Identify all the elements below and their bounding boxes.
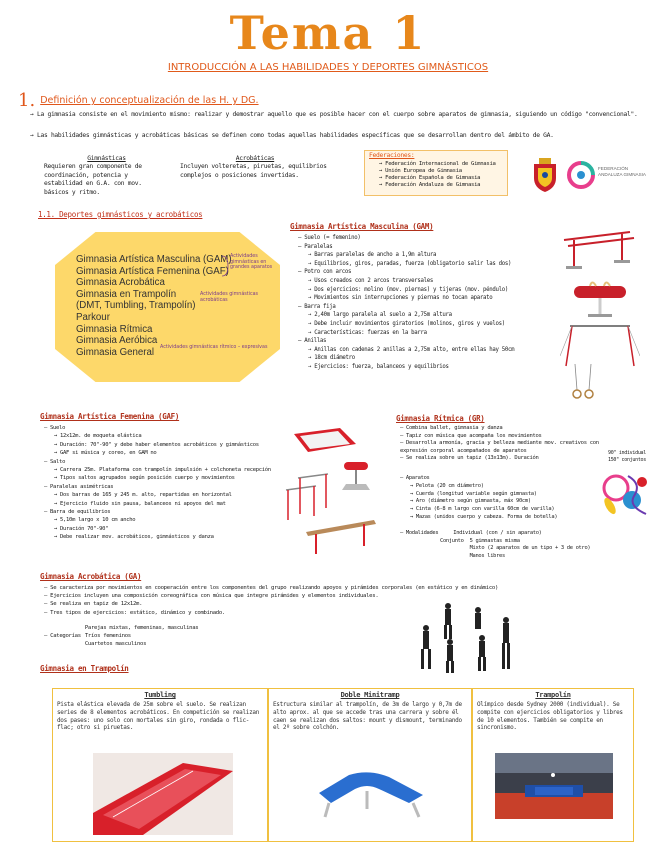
gr-conjunto-option: Mixto (2 aparatos de un tipo + 3 de otro) [469,545,591,552]
tumbling-title: Tumbling [144,691,176,699]
gaf-line: → Ejercicio fluido sin pausa, balanceos ni apoyos del mat [54,500,226,507]
rings-image [565,364,605,400]
section-1-1-heading: 1.1. Deportes gimnásticos y acrobáticos [38,210,203,219]
federaciones-title: Federaciones: [369,152,415,159]
gaf-line: → Tipos saltos agrupados según posición cuerpo y movimientos [54,475,235,482]
gr-line: – Tapiz con música que acompaña los movimientos [400,432,542,439]
gr-aparatos-title: – Aparatos [400,475,430,481]
gr-line: – Combina ballet, gimnasia y danza [400,425,503,431]
gam-line: – Potro con arcos [298,269,352,276]
gaf-line: → Duración 70"-90" [54,525,109,532]
gam-line: – Anillas [298,338,327,345]
gr-individual: Individual (con / sin aparato) [453,530,542,536]
federacion-item: → Federación Española de Gimnasia [379,175,481,182]
ga-line: – Se caracteriza por movimientos en cooperación entre los componentes del grupo realizando apoyos y pirámides corporales (en estático y en dinámico) [44,585,499,591]
disciplines-list [76,254,232,358]
gaf-line: – Barra de equilibrios [44,509,111,516]
gr-aparato: → Pelota (20 cm diámetro) [410,482,484,489]
gam-line: → Características: fuerzas en la barra [308,329,427,336]
gaf-line: – Paralelas asimétricas [44,483,114,490]
double-minitramp-image [309,753,433,823]
gr-duracion-individual: 90" individual [608,450,646,456]
page-title: Tema 1 [229,6,427,60]
gam-line: → Usos creados con 2 arcos transversales [308,277,433,284]
ga-categorias-label: – Categorías [44,632,81,639]
rhythmic-apparatus-image [598,470,652,520]
gimnasticas-text: Requieren gran componente de coordinación, potencia y estabilidad en G.A. con mov. básicos y ritmo. [44,163,142,196]
gam-list [298,234,554,372]
gimnasticas-title: Gimnásticas [87,155,126,162]
doble-minitramp-text: Estructura similar al trampolín, de 3m de largo y 0,7m de alto aprox. al que se accede tras una carrera y sobre él caen se realizan dos saltos: mount y dismount, terminando el 2º sobre colchón. [273,701,462,732]
doble-minitramp-column [268,688,472,842]
discipline-item: Gimnasia Artística Masculina (GAM) [76,254,232,265]
acrobaticas-title: Acrobáticas [235,155,275,162]
floor-mat-image [294,428,356,452]
gam-line: → Movimientos sin interrupciones y piernas no tocan aparato [308,295,493,302]
gaf-heading: Gimnasia Artística Femenina (GAF) [40,412,180,421]
gr-conjunto-option: Manos libres [469,552,505,559]
section-number: 1. [18,90,36,111]
federation-shield-logo [532,158,558,192]
gaf-line: → 5,10m largo x 10 cm ancho [54,517,136,524]
tumbling-track-image [93,753,233,835]
ga-heading: Gimnasia Acrobática (GA) [40,572,142,581]
discipline-item: Gimnasia Aeróbica [76,335,158,347]
ga-categorias [44,625,284,648]
page-subtitle: INTRODUCCIÓN A LAS HABILIDADES Y DEPORTES GIMNÁSTICOS [167,62,489,73]
horizontal-bar-image [560,326,640,366]
gaf-line: → Debe realizar mov. acrobáticos, gimnásticos y danza [54,534,214,541]
ga-line: – Ejercicios incluyen una composición coreográfica con música que integre pirámides y elementos individuales. [44,593,379,600]
ga-categoria: Parejas mixtas, femeninas, masculinas [84,625,199,631]
ga-list [44,584,644,617]
gam-line: → Ejercicios: fuerza, balanceos y equilibrios [308,363,449,370]
gaf-line: → GAF si música y coreo, en GAM no [54,450,157,457]
discipline-item: Gimnasia Artística Femenina (GAF) [76,265,229,277]
gam-line: → 18cm diámetro [308,355,355,362]
gam-line: → Anillas con cadenas 2 anillas a 2,75m alto, entre ellas hay 50cm [308,346,515,353]
gam-line: – Barra fija [298,303,336,310]
trampolin-heading: Gimnasia en Trampolín [40,664,129,673]
gr-aparato: → Cinta (6-8 m largo con varilla 60cm de varilla) [410,506,555,513]
gaf-line: → 12x12m. de moqueta elástica [54,433,142,440]
note-grandes-aparatos: Actividades gimnásticas en grandes aparatos [230,254,273,271]
section-1-heading [18,90,259,111]
gr-line: – Desarrolla armonía, gracia y belleza mediante mov. creativos con expresión corporal acompañados de aparatos [400,440,599,454]
balance-beam-image [306,520,376,554]
gr-modalidades-title: – Modalidades [400,530,439,536]
vault-image [342,462,370,490]
gam-line: → Debe incluir movimientos giratorios (molinos, giros y vuelos) [308,320,505,327]
tumbling-column [52,688,268,842]
gaf-line: – Salto [44,458,66,465]
discipline-item: Parkour [76,311,110,323]
gaf-line: → Dos barras de 165 y 245 m. alto, repartidas en horizontal [54,492,232,499]
gr-conjunto: Conjunto [440,537,464,544]
gimnasticas-block [44,155,169,197]
trampolin-column [472,688,634,842]
federaciones-list [365,161,507,189]
federacion-item: → Federación Internacional de Gimnasia [379,161,496,168]
discipline-item: Gimnasia Acrobática [76,277,165,289]
ga-line: – Tres tipos de ejercicios: estático, dinámico y combinado. [44,609,225,616]
gr-aparato: → Cuerda (longitud variable según gimnasta) [410,490,537,497]
pommel-horse-image [574,283,626,318]
discipline-item: Gimnasia en Trampolín [76,288,177,300]
gr-aparato: → Aro (diámetro según gimnasta, máx 90cm) [410,498,531,505]
discipline-item: Gimnasia Rítmica [76,323,153,335]
trampolin-title: Trampolín [535,691,571,699]
gr-conjunto-option: 5 gimnastas misma [469,537,520,544]
gr-aparato: → Mazas (unidos cuerpo y cabeza. Forma de botella) [410,513,558,520]
gaf-line: → Carrera 25m. Plataforma con trampolín impulsión + colchoneta recepción [54,467,271,474]
gr-duracion [608,450,654,463]
andalusian-gymnastics-logo [566,160,596,190]
tumbling-text: Pista elástica elevada de 25m sobre el suelo. Se realizan series de 8 elementos acrobáticos. En competición se realizan dos pases: uno solo con mortales sin giro, rondada o flic-flac; otro si piruetas. [57,701,260,732]
gr-modalidades [400,530,650,560]
federacion-item: → Federación Andaluza de Gimnasia [379,182,481,189]
note-acrobaticas: Actividades gimnásticas acrobáticas [200,292,259,303]
gr-duracion-conjuntos: 150" conjuntos [608,456,646,463]
trampolin-text: Olímpico desde Sydney 2000 (individual). Se compite con ejercicios obligatorios y libres de 10 elementos. También se compite en sincronismo. [477,701,623,732]
federaciones-box [364,150,508,196]
gaf-line: → Duración: 70"-90" y debe haber elementos acrobáticos y gimnásticos [54,441,259,448]
discipline-item: Gimnasia General [76,346,155,358]
parallel-bars-image [564,232,634,269]
fed-logo-text: FEDERACIÓN ANDALUZA GIMNASIA [598,166,646,177]
trampoline-arena-image [495,753,613,819]
doble-minitramp-title: Doble Minitramp [340,691,400,699]
gam-line: → 2,40m largo paralela al suelo a 2,75m altura [308,312,452,319]
federacion-item: → Unión Europea de Gimnasia [379,168,462,175]
gam-heading: Gimnasia Artística Masculina (GAM) [290,222,434,231]
gr-aparatos [400,475,610,522]
gaf-list [44,424,284,542]
intro-paragraph-2: → Las habilidades gimnásticas y acrobáticas básicas se definen como todas aquellas habilidades específicas que se desarrollan dentro del ámbito de GA. [30,132,554,139]
gam-line: → Barras paralelas de ancho a 1,9m altura [308,252,437,259]
acrobaticas-text: Incluyen volteretas, piruetas, equilibrios complejos o posiciones invertidas. [180,163,327,179]
gr-list [400,425,608,463]
gam-line: – Paralelas [298,243,333,250]
gam-line: → Dos ejercicios: molino (mov. piernas) y tijeras (mov. péndulo) [308,286,508,293]
gam-line: → Equilibrios, giros, paradas, fuerza (obligatorio salir las dos) [308,260,512,267]
gr-heading: Gimnasia Rítmica (GR) [396,414,485,423]
gaf-apparatus-illustrations [280,420,380,570]
gaf-line: – Suelo [44,425,66,431]
acrobaticas-block [180,155,330,180]
ga-categoria: Cuartetos masculinos [84,640,147,647]
intro-paragraph-1: → La gimnasia consiste en el movimiento mismo: realizar y demostrar aquello que es posible hacer con el cuerpo sobre aparatos de gimnasia, siguiendo un código "convencional". [30,111,638,118]
gam-line: – Suelo (= femenino) [298,235,361,241]
ga-categoria: Tríos femeninos [84,632,131,639]
uneven-bars-image [286,474,328,520]
note-ritmico-expresivas: Actividades gimnásticas rítmico – expresivas [160,345,268,350]
ga-line: – Se realiza en tapiz de 12x12m. [44,601,143,608]
gr-line: – Se realiza sobre un tapiz (13x13m). Duración [400,455,539,462]
section-1-title: Definición y conceptualización de las H. y DG. [40,95,259,106]
acrobatic-gymnasts-image [412,598,522,678]
discipline-item: (DMT, Tumbling, Trampolín) [76,300,196,312]
